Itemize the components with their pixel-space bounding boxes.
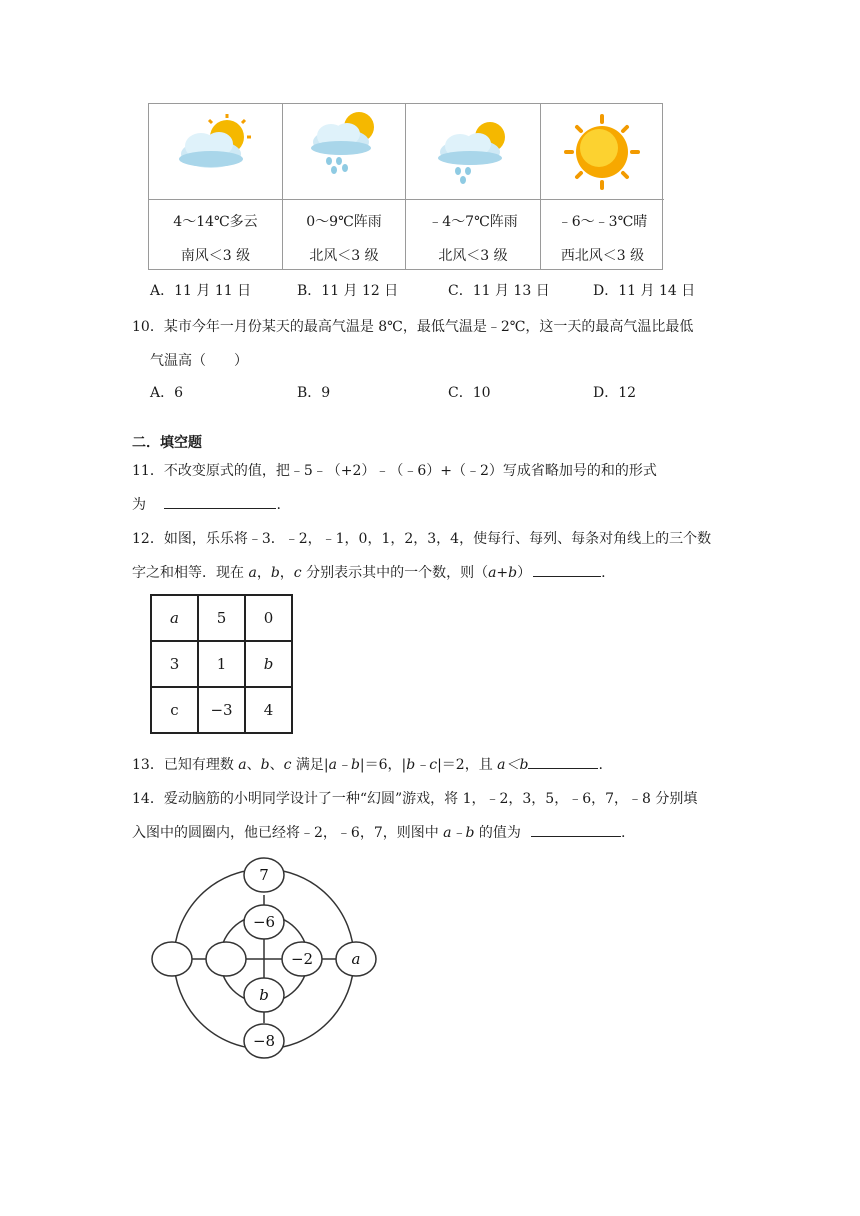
question-14-line1: 14．爱动脑筋的小明同学设计了一种“幻圆”游戏，将 1，﹣2，3，5，﹣6，7，﹣8 分别填 xyxy=(132,791,698,807)
var-c: c xyxy=(293,565,302,581)
expr-a-plus-b: a+b xyxy=(488,565,518,581)
period: . xyxy=(620,825,626,841)
value-inner-bottom: b xyxy=(259,986,269,1004)
question-10-line1: 10．某市今年一月份某天的最高气温是 8℃，最低气温是﹣2℃，这一天的最高气温比最低 xyxy=(132,319,694,335)
weather-temp: ﹣6～﹣3℃晴 xyxy=(557,214,648,230)
option-d: D．12 xyxy=(593,385,637,401)
text: 分别表示其中的一个数，则（ xyxy=(301,565,489,581)
text: |＝2，且 xyxy=(437,757,498,773)
grid-cell: 1 xyxy=(198,641,245,687)
period: . xyxy=(601,565,606,581)
value-bottom: −8 xyxy=(252,1032,276,1050)
partly-cloudy-icon xyxy=(149,104,282,200)
question-12-line2 xyxy=(132,562,606,582)
period: . xyxy=(276,497,281,513)
answer-blank xyxy=(528,754,598,769)
rain-sun-icon xyxy=(406,104,540,200)
var-b: b xyxy=(270,565,280,581)
value-top: 7 xyxy=(259,866,269,884)
value-right: a xyxy=(351,950,361,968)
option-d: D．11 月 14 日 xyxy=(593,283,696,299)
text: 入图中的圆圈内，他已经将﹣2，﹣6，7，则图中 xyxy=(132,825,444,841)
weather-wind: 北风＜3 级 xyxy=(309,248,379,264)
option-b: B．9 xyxy=(297,385,331,401)
weather-temp: 0～9℃阵雨 xyxy=(306,214,382,230)
grid-cell: a xyxy=(151,595,198,641)
weather-cell-2 xyxy=(283,104,406,269)
expr: b﹣c xyxy=(406,757,438,773)
value-inner-top: −6 xyxy=(252,913,276,931)
text: 13．已知有理数 xyxy=(132,757,239,773)
answer-blank xyxy=(531,822,621,837)
question-11-line1: 11．不改变原式的值，把﹣5﹣（+2）﹣（﹣6）+（﹣2）写成省略加号的和的形式 xyxy=(132,463,657,479)
answer-blank xyxy=(533,562,601,577)
grid-cell: b xyxy=(245,641,292,687)
answer-blank xyxy=(164,494,276,509)
var-a: a xyxy=(238,757,247,773)
weather-wind: 南风＜3 级 xyxy=(180,248,251,264)
text: 字之和相等．现在 xyxy=(132,565,249,581)
var-c: c xyxy=(283,757,292,773)
text: 的值为 xyxy=(474,825,521,841)
condition: a＜b xyxy=(497,757,529,773)
weather-temp: ﹣4～7℃阵雨 xyxy=(428,214,518,230)
value-inner-right: −2 xyxy=(290,950,314,968)
question-11-prefix: 为 xyxy=(132,497,146,513)
grid-cell: 4 xyxy=(245,687,292,733)
weather-cell-4 xyxy=(541,104,664,269)
weather-wind: 西北风＜3 级 xyxy=(560,248,645,264)
var-b: b xyxy=(260,757,270,773)
question-10-line2: 气温高（ ） xyxy=(150,353,248,369)
question-14-line2 xyxy=(132,822,625,842)
option-a: A．6 xyxy=(150,385,184,401)
question-12-line1: 12．如图，乐乐将﹣3．﹣2，﹣1，0，1，2，3，4，使每行、每列、每条对角线上的三个数 xyxy=(132,531,712,547)
text: ） xyxy=(517,565,532,581)
grid-cell: −3 xyxy=(198,687,245,733)
magic-square xyxy=(150,594,293,734)
period: . xyxy=(598,757,603,773)
grid-cell: c xyxy=(151,687,198,733)
grid-cell: 3 xyxy=(151,641,198,687)
grid-cell: 0 xyxy=(245,595,292,641)
var-a: a xyxy=(248,565,257,581)
expr-a-minus-b: a﹣b xyxy=(443,825,475,841)
weather-table xyxy=(148,103,663,270)
text: 满足| xyxy=(291,757,329,773)
magic-circle-diagram xyxy=(148,855,384,1060)
circle-left xyxy=(152,942,192,976)
option-c: C．10 xyxy=(448,385,491,401)
text: 、 xyxy=(246,757,261,773)
text: ， xyxy=(256,565,271,581)
text: 、 xyxy=(269,757,284,773)
weather-cell-3 xyxy=(406,104,541,269)
circle-inner-left xyxy=(206,942,246,976)
question-11-line2 xyxy=(132,494,281,514)
option-a: A．11 月 11 日 xyxy=(150,283,252,299)
rain-sun-icon xyxy=(283,104,405,200)
text: ， xyxy=(279,565,294,581)
sunny-icon xyxy=(541,104,664,200)
section-title: 二．填空题 xyxy=(132,435,202,451)
weather-temp: 4～14℃多云 xyxy=(173,214,258,230)
option-b: B．11 月 12 日 xyxy=(297,283,399,299)
weather-cell-1 xyxy=(149,104,283,269)
text: |＝6，| xyxy=(359,757,407,773)
weather-wind: 北风＜3 级 xyxy=(438,248,508,264)
grid-cell: 5 xyxy=(198,595,245,641)
expr: a﹣b xyxy=(328,757,360,773)
option-c: C．11 月 13 日 xyxy=(448,283,550,299)
question-13 xyxy=(132,754,603,774)
